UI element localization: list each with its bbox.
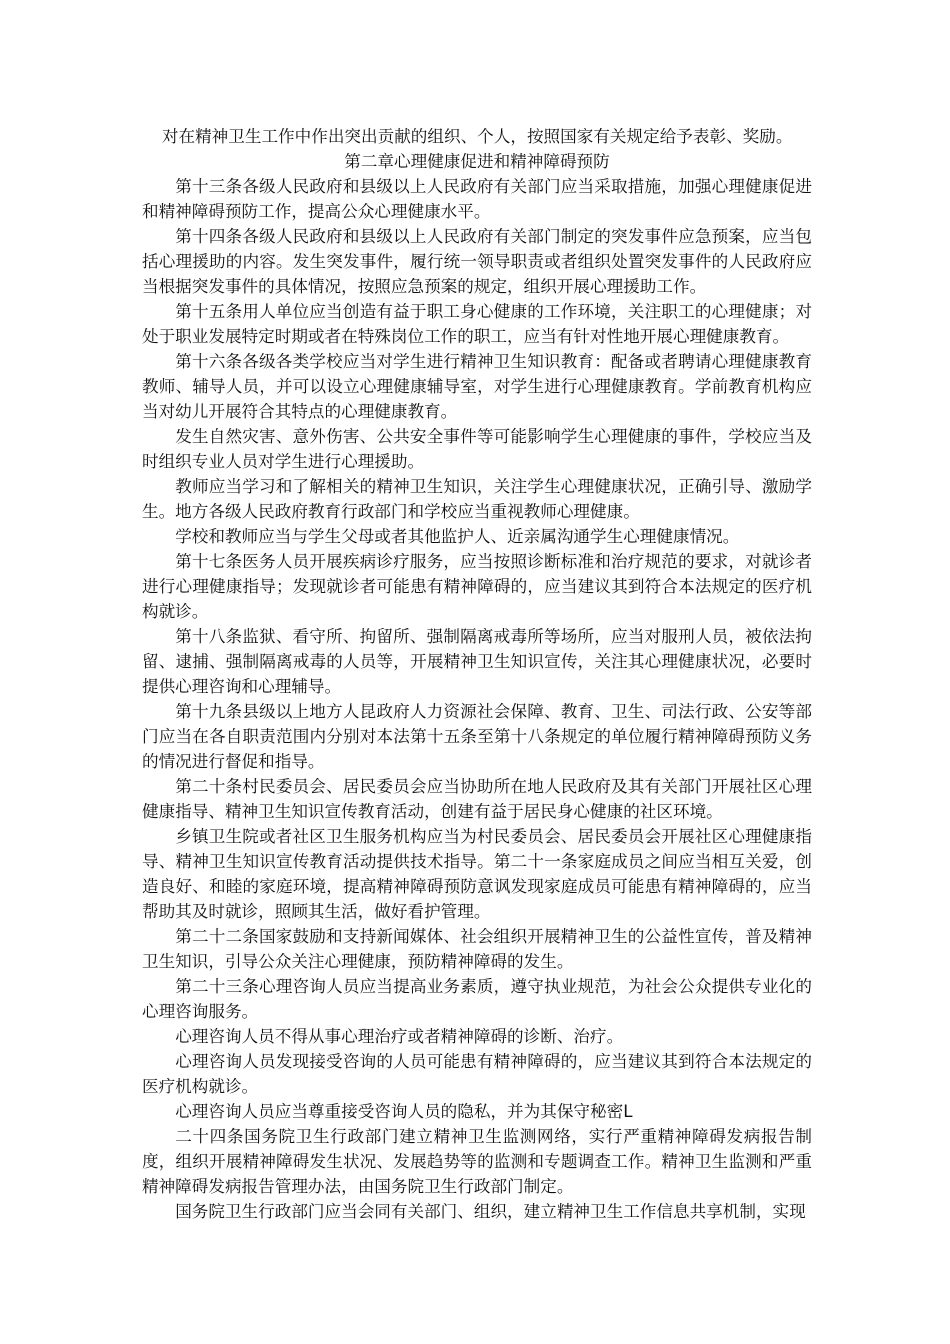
paragraph-article-17: 第十七条医务人员开展疾病诊疗服务，应当按照诊断标准和治疗规范的要求，对就诊者进行心理健康指导；发现就诊者可能患有精神障碍的，应当建议其到符合本法规定的医疗机构就诊。 [142,552,812,621]
paragraph-info-sharing: 国务院卫生行政部门应当会同有关部门、组织，建立精神卫生工作信息共享机制，实现 [175,1202,806,1221]
paragraph-article-19: 第十九条县级以上地方人昆政府人力资源社会保障、教育、卫生、司法行政、公安等部门应当在各自职责范围内分别对本法第十五条至第十八条规定的单位履行精神障碍预防义务的情况进行督促和指导。 [142,702,812,771]
paragraph-article-13: 第十三条各级人民政府和县级以上人民政府有关部门应当采取措施，加强心理健康促进和精神障碍预防工作，提高公众心理健康水平。 [142,177,812,221]
paragraph-commendation: 对在精神卫生工作中作出突出贡献的组织、个人，按照国家有关规定给予表彰、奖励。 [161,127,793,146]
document-page [142,124,812,1224]
chapter-title: 第二章心理健康促进和精神障碍预防 [344,152,610,171]
paragraph-counselor-referral: 心理咨询人员发现接受咨询的人员可能患有精神障碍的，应当建议其到符合本法规定的医疗机构就诊。 [142,1052,812,1096]
paragraph-teacher-knowledge: 教师应当学习和了解相关的精神卫生知识，关注学生心理健康状况，正确引导、激励学生。地方各级人民政府教育行政部门和学校应当重视教师心理健康。 [142,477,812,521]
paragraph-article-24: 二十四条国务院卫生行政部门建立精神卫生监测网络，实行严重精神障碍发病报告制度，组织开展精神障碍发生状况、发展趋势等的监测和专题调查工作。精神卫生监测和严重精神障碍发病报告管理办法，由国务院卫生行政部门制定。 [142,1127,812,1196]
paragraph-article-22: 第二十二条国家鼓励和支持新闻媒体、社会组织开展精神卫生的公益性宣传，普及精神卫生知识，引导公众关注心理健康，预防精神障碍的发生。 [142,927,812,971]
paragraph-article-23: 第二十三条心理咨询人员应当提高业务素质，遵守执业规范，为社会公众提供专业化的心理咨询服务。 [142,977,812,1021]
paragraph-article-21: 乡镇卫生院或者社区卫生服务机构应当为村民委员会、居民委员会开展社区心理健康指导、精神卫生知识宣传教育活动提供技术指导。第二十一条家庭成员之间应当相互关爱，创造良好、和睦的家庭环境，提高精神障碍预防意讽发现家庭成员可能患有精神障碍的，应当帮助其及时就诊，照顾其生活，做好看护管理。 [142,827,812,921]
paragraph-counselor-privacy: 心理咨询人员应当尊重接受咨询人员的隐私，并为其保守秘密L [175,1102,633,1121]
paragraph-school-psych-aid: 发生自然灾害、意外伤害、公共安全事件等可能影响学生心理健康的事件，学校应当及时组织专业人员对学生进行心理援助。 [142,427,812,471]
paragraph-school-parent-communication: 学校和教师应当与学生父母或者其他监护人、近亲属沟通学生心理健康情况。 [175,527,740,546]
paragraph-article-15: 第十五条用人单位应当创造有益于职工身心健康的工作环境，关注职工的心理健康；对处于职业发展特定时期或者在特殊岗位工作的职工，应当有针对性地开展心理健康教育。 [142,302,812,346]
paragraph-article-18: 第十八条监狱、看守所、拘留所、强制隔离戒毒所等场所，应当对服刑人员，被依法拘留、逮捕、强制隔离戒毒的人员等，开展精神卫生知识宣传，关注其心理健康状况，必要时提供心理咨询和心理辅导。 [142,627,812,696]
paragraph-article-14: 第十四条各级人民政府和县级以上人民政府有关部门制定的突发事件应急预案，应当包括心理援助的内容。发生突发事件，履行统一领导职责或者组织处置突发事件的人民政府应当根据突发事件的具体情况，按照应急预案的规定，组织开展心理援助工作。 [142,227,812,296]
paragraph-article-20: 第二十条村民委员会、居民委员会应当协助所在地人民政府及其有关部门开展社区心理健康指导、精神卫生知识宣传教育活动，创建有益于居民身心健康的社区环境。 [142,777,812,821]
paragraph-article-16: 第十六条各级各类学校应当对学生进行精神卫生知识教育：配备或者聘请心理健康教育教师、辅导人员，并可以设立心理健康辅导室，对学生进行心理健康教育。学前教育机构应当对幼儿开展符合其特点的心理健康教育。 [142,352,812,421]
paragraph-counselor-restriction: 心理咨询人员不得从事心理治疗或者精神障碍的诊断、治疗。 [175,1027,624,1046]
